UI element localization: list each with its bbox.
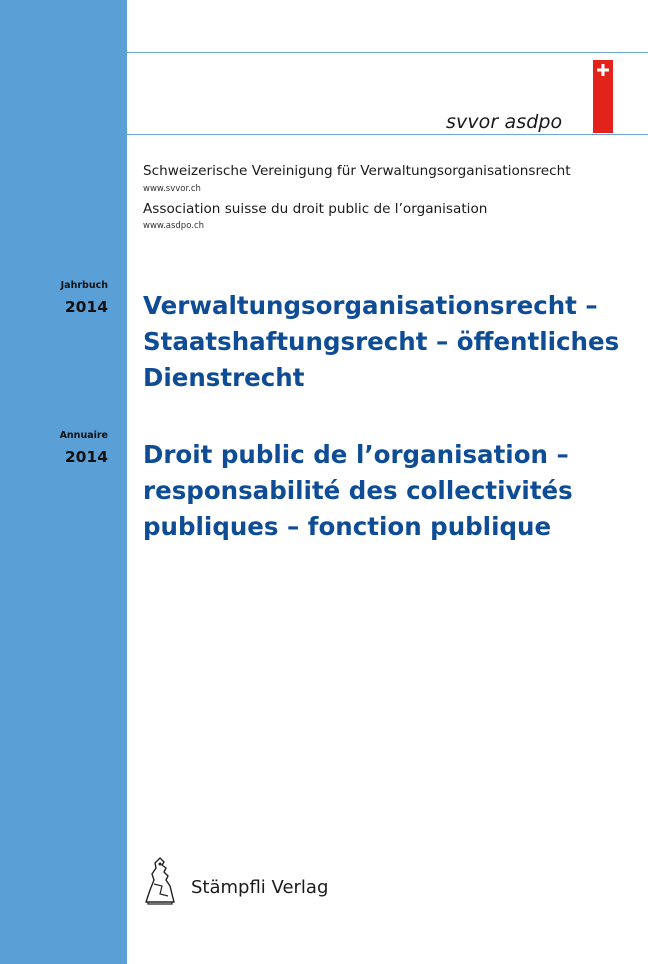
title-de-line-1: Verwaltungsorganisationsrecht – bbox=[143, 291, 598, 320]
organization-url-de: www.svvor.ch bbox=[143, 184, 201, 194]
jahrbuch-year: 2014 bbox=[64, 298, 108, 316]
swiss-cross-icon bbox=[596, 63, 610, 77]
publisher-logo-icon bbox=[140, 856, 180, 906]
jahrbuch-label: Jahrbuch bbox=[60, 280, 108, 291]
publisher-name: Stämpfli Verlag bbox=[191, 877, 329, 898]
svvor-logo-text: svvor asdpo bbox=[446, 111, 563, 133]
brand-divider bbox=[127, 134, 648, 135]
swiss-flag-icon bbox=[593, 60, 613, 133]
title-de-line-3: Dienstrecht bbox=[143, 363, 305, 392]
blue-sidebar bbox=[0, 0, 127, 964]
organization-name-fr: Association suisse du droit public de l’organisation bbox=[143, 201, 488, 217]
annuaire-label: Annuaire bbox=[59, 430, 108, 441]
title-fr-line-1: Droit public de l’organisation – bbox=[143, 440, 569, 469]
organization-url-fr: www.asdpo.ch bbox=[143, 221, 205, 231]
annuaire-year: 2014 bbox=[64, 448, 108, 466]
organization-name-de: Schweizerische Vereinigung für Verwaltungsorganisationsrecht bbox=[143, 163, 571, 179]
title-fr-line-3: publiques – fonction publique bbox=[143, 512, 552, 541]
title-fr-line-2: responsabilité des collectivités bbox=[143, 476, 573, 505]
top-divider bbox=[127, 52, 648, 53]
title-de-line-2: Staatshaftungsrecht – öffentliches bbox=[143, 327, 620, 356]
